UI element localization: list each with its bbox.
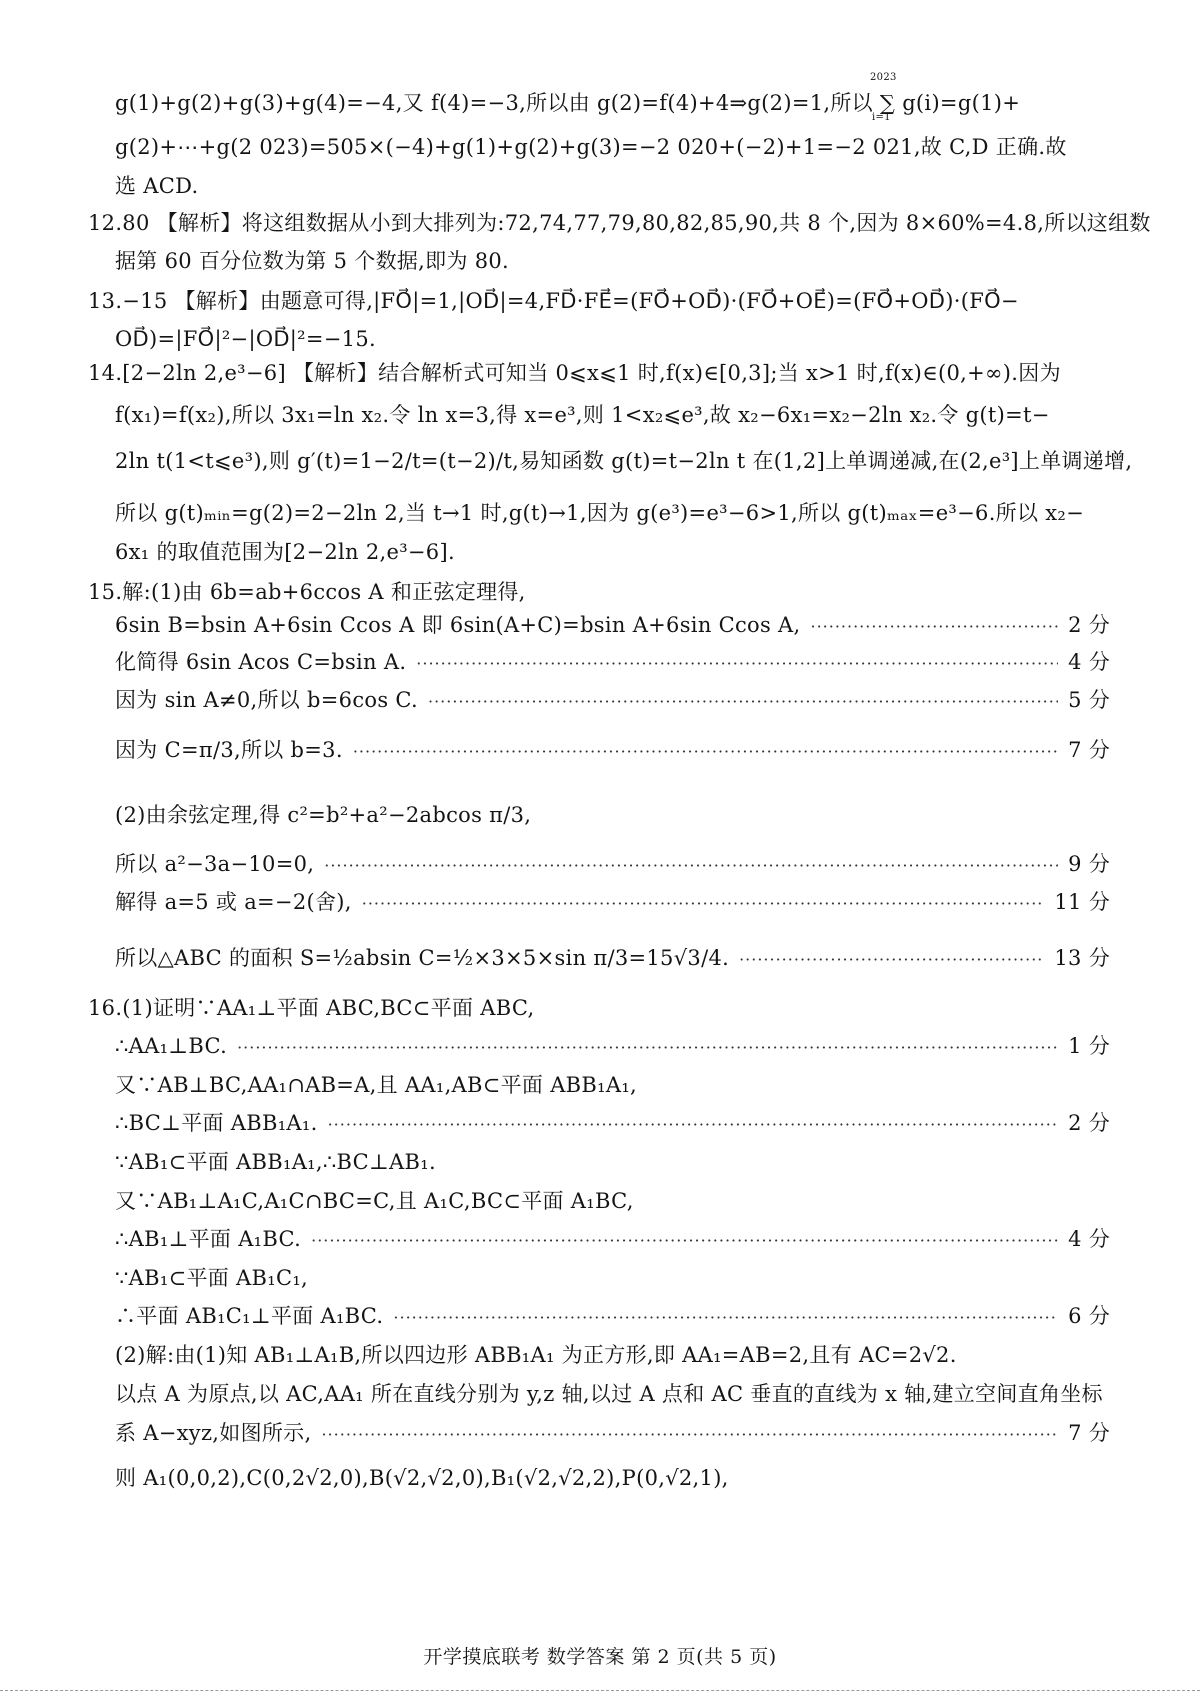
page-footer: 开学摸底联考 数学答案 第 2 页(共 5 页): [423, 1646, 777, 1668]
scored-step: [115, 610, 1110, 642]
text-line: ∵AB₁⊂平面 AB₁C₁,: [115, 1266, 309, 1290]
text-line: g(2)+⋯+g(2 023)=505×(−4)+g(1)+g(2)+g(3)=−2 020+(−2)+1=−2 021,故 C,D 正确.故: [115, 135, 1067, 159]
scored-step: [115, 887, 1110, 919]
score: 13 分: [1054, 946, 1110, 970]
answer-13: 13.−15 【解析】由题意可得,|FO⃗|=1,|OD⃗|=4,FD⃗·FE⃗=(FO⃗+OD⃗)·(FO⃗+OE⃗)=(FO⃗+OD⃗)·(FO⃗−: [88, 289, 1019, 313]
score: 4 分: [1068, 650, 1110, 674]
leader-dots: [353, 737, 1058, 767]
leader-dots: [428, 687, 1058, 717]
step-text: ∴AA₁⊥BC.: [115, 1034, 228, 1058]
text-line: (2)解:由(1)知 AB₁⊥A₁B,所以四边形 ABB₁A₁ 为正方形,即 AA₁=AB=2,且有 AC=2√2.: [115, 1343, 957, 1367]
text-line: 据第 60 百分位数为第 5 个数据,即为 80.: [115, 249, 510, 273]
text-line: g(1)+g(2)+g(3)+g(4)=−4,又 f(4)=−3,所以由 g(2)=f(4)+4⇒g(2)=1,所以 ∑ g(i)=g(1)+: [115, 91, 1021, 115]
score: 7 分: [1068, 738, 1110, 762]
text-line: (2)由余弦定理,得 c²=b²+a²−2abcos π/3,: [115, 803, 532, 827]
answer-15: 15.解:(1)由 6b=ab+6ccos A 和正弦定理得,: [88, 580, 526, 604]
scored-step: [115, 685, 1110, 717]
step-text: 所以 a²−3a−10=0,: [115, 852, 315, 876]
step-text: 因为 C=π/3,所以 b=3.: [115, 738, 343, 762]
answer-12: 12.80 【解析】将这组数据从小到大排列为:72,74,77,79,80,82,85,90,共 8 个,因为 8×60%=4.8,所以这组数: [88, 211, 1151, 235]
text-line: 以点 A 为原点,以 AC,AA₁ 所在直线分别为 y,z 轴,以过 A 点和 AC 垂直的直线为 x 轴,建立空间直角坐标: [115, 1382, 1103, 1406]
scored-step: [115, 943, 1110, 975]
text-line: OD⃗)=|FO⃗|²−|OD⃗|²=−15.: [115, 327, 376, 351]
step-text: 因为 sin A≠0,所以 b=6cos C.: [115, 688, 418, 712]
sum-lower-limit: i=1: [872, 112, 891, 123]
leader-dots: [416, 649, 1058, 679]
step-text: ∴AB₁⊥平面 A₁BC.: [115, 1227, 302, 1251]
step-text: 化简得 6sin Acos C=bsin A.: [115, 650, 407, 674]
scored-step: [115, 1418, 1110, 1450]
leader-dots: [739, 945, 1044, 975]
score: 4 分: [1068, 1227, 1110, 1251]
leader-dots: [237, 1033, 1058, 1063]
divider: [0, 1690, 1200, 1692]
scored-step: [115, 849, 1110, 881]
scored-step: [115, 1301, 1110, 1333]
score: 7 分: [1068, 1421, 1110, 1445]
leader-dots: [311, 1226, 1058, 1256]
step-text: 所以△ABC 的面积 S=½absin C=½×3×5×sin π/3=15√3/4.: [115, 946, 730, 970]
leader-dots: [393, 1303, 1058, 1333]
text-line: 6x₁ 的取值范围为[2−2ln 2,e³−6].: [115, 540, 455, 564]
scored-step: [115, 1224, 1110, 1256]
text-line: 又∵AB₁⊥A₁C,A₁C∩BC=C,且 A₁C,BC⊂平面 A₁BC,: [115, 1189, 634, 1213]
scored-step: [115, 735, 1110, 767]
leader-dots: [328, 1110, 1058, 1140]
text-line: 所以 g(t)ₘᵢₙ=g(2)=2−2ln 2,当 t→1 时,g(t)→1,因为 g(e³)=e³−6>1,所以 g(t)ₘₐₓ=e³−6.所以 x₂−: [115, 501, 1085, 525]
leader-dots: [324, 851, 1058, 881]
scored-step: [115, 647, 1110, 679]
step-text: 6sin B=bsin A+6sin Ccos A 即 6sin(A+C)=bsin A+6sin Ccos A,: [115, 613, 801, 637]
score: 5 分: [1068, 688, 1110, 712]
scored-step: [115, 1031, 1110, 1063]
step-text: ∴BC⊥平面 ABB₁A₁.: [115, 1111, 318, 1135]
score: 6 分: [1068, 1304, 1110, 1328]
text-line: ∵AB₁⊂平面 ABB₁A₁,∴BC⊥AB₁.: [115, 1150, 436, 1174]
scored-step: [115, 1108, 1110, 1140]
sum-upper-limit: 2023: [870, 72, 897, 83]
text-line: 又∵AB⊥BC,AA₁∩AB=A,且 AA₁,AB⊂平面 ABB₁A₁,: [115, 1073, 638, 1097]
answer-14: 14.[2−2ln 2,e³−6] 【解析】结合解析式可知当 0⩽x⩽1 时,f(x)∈[0,3];当 x>1 时,f(x)∈(0,+∞).因为: [88, 361, 1061, 385]
score: 1 分: [1068, 1034, 1110, 1058]
step-text: 系 A−xyz,如图所示,: [115, 1421, 312, 1445]
leader-dots: [321, 1420, 1058, 1450]
text-line: 2ln t(1<t⩽e³),则 g′(t)=1−2/t=(t−2)/t,易知函数 g(t)=t−2ln t 在(1,2]上单调递减,在(2,e³]上单调递增,: [115, 449, 1133, 473]
score: 11 分: [1054, 890, 1110, 914]
answer-16: 16.(1)证明∵AA₁⊥平面 ABC,BC⊂平面 ABC,: [88, 996, 535, 1020]
leader-dots: [362, 889, 1045, 919]
step-text: ∴平面 AB₁C₁⊥平面 A₁BC.: [115, 1304, 384, 1328]
score: 2 分: [1068, 613, 1110, 637]
step-text: 解得 a=5 或 a=−2(舍),: [115, 890, 352, 914]
score: 9 分: [1068, 852, 1110, 876]
score: 2 分: [1068, 1111, 1110, 1135]
text-line: f(x₁)=f(x₂),所以 3x₁=ln x₂.令 ln x=3,得 x=e³,则 1<x₂⩽e³,故 x₂−6x₁=x₂−2ln x₂.令 g(t)=t−: [115, 403, 1050, 427]
leader-dots: [810, 612, 1058, 642]
text-line: 则 A₁(0,0,2),C(0,2√2,0),B(√2,√2,0),B₁(√2,√2,2),P(0,√2,1),: [115, 1466, 729, 1490]
text-line: 选 ACD.: [115, 174, 199, 198]
